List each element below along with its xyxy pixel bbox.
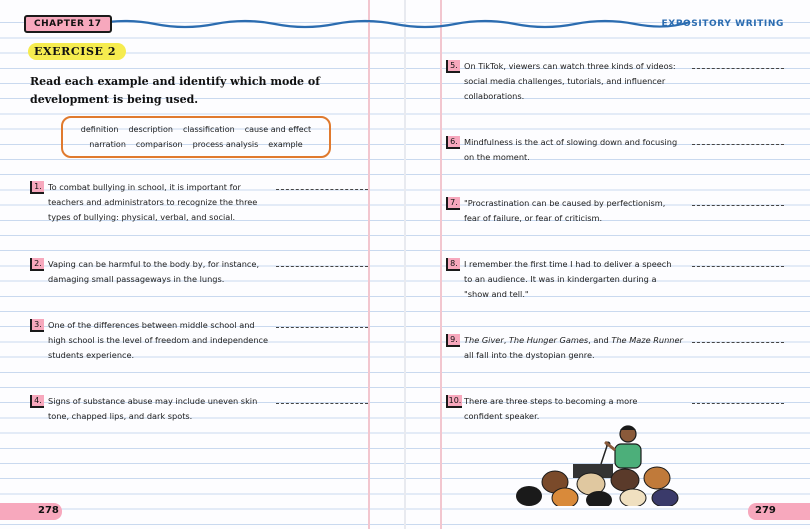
answer-blank[interactable]: [276, 189, 368, 190]
word-bank-term: process analysis: [192, 140, 259, 149]
word-bank-term: comparison: [135, 140, 183, 149]
question-line: I remember the first time I had to deliver a speech: [464, 259, 672, 269]
question-number: 7.: [446, 197, 460, 210]
book-title: The Hunger Games: [508, 335, 589, 345]
word-bank-term: description: [128, 125, 173, 134]
word-bank-term: definition: [80, 125, 119, 134]
question-number: 3.: [30, 319, 44, 332]
question-line: social media challenges, tutorials, and influencer: [464, 76, 666, 87]
question-number: 4.: [30, 395, 44, 408]
separator: ,: [503, 335, 509, 345]
question-number: 1.: [30, 181, 44, 194]
answer-blank[interactable]: [276, 403, 368, 404]
word-bank-row-1: [63, 122, 329, 137]
word-bank-term: narration: [89, 140, 126, 149]
question-text: [464, 333, 696, 363]
word-bank-term: example: [268, 140, 303, 149]
question-line: On TikTok, viewers can watch three kinds of videos:: [464, 61, 676, 71]
book-title: The Giver: [464, 335, 504, 345]
question-number: 6.: [446, 136, 460, 149]
question-line: Signs of substance abuse may include uneven skin: [48, 396, 258, 406]
question-line: "show and tell.": [464, 289, 529, 300]
question-line: high school is the level of freedom and independence: [48, 335, 269, 346]
exercise-label: EXERCISE 2: [28, 43, 126, 60]
book-title: The Maze Runner: [611, 335, 683, 345]
question-text: [48, 394, 280, 424]
question-line: tone, chapped lips, and dark spots.: [48, 411, 193, 422]
page-number-right: 279: [755, 505, 776, 516]
audience-head: [552, 488, 578, 506]
answer-blank[interactable]: [692, 68, 784, 69]
audience-head: [620, 489, 646, 506]
word-bank-row-2: [63, 137, 329, 152]
answer-blank[interactable]: [692, 205, 784, 206]
word-bank-term: cause and effect: [244, 125, 312, 134]
question-line: students experience.: [48, 350, 135, 361]
question-line: confident speaker.: [464, 411, 540, 422]
question-line: types of bullying: physical, verbal, and social.: [48, 212, 236, 223]
question-text: [464, 59, 696, 105]
section-title: EXPOSITORY WRITING: [661, 19, 784, 29]
answer-blank[interactable]: [692, 266, 784, 267]
answer-blank[interactable]: [692, 342, 784, 343]
answer-blank[interactable]: [276, 327, 368, 328]
question-line: all fall into the dystopian genre.: [464, 350, 595, 361]
question-text: [464, 135, 696, 165]
right-margin-line: [440, 0, 442, 529]
question-number: 2.: [30, 258, 44, 271]
question-line: Mindfulness is the act of slowing down and focusing: [464, 137, 678, 147]
audience-head: [516, 486, 542, 506]
speaker-audience-illustration: [515, 420, 685, 506]
chapter-label: CHAPTER 17: [24, 15, 112, 33]
answer-blank[interactable]: [276, 266, 368, 267]
question-line: "Procrastination can be caused by perfectionism,: [464, 198, 666, 208]
question-line: teachers and administrators to recognize the three: [48, 197, 258, 208]
audience-head: [652, 489, 678, 506]
question-number: 10.: [446, 395, 462, 408]
question-number: 9.: [446, 334, 460, 347]
page-number-left: 278: [38, 505, 59, 516]
question-number: 5.: [446, 60, 460, 73]
question-text: [464, 257, 696, 303]
audience-head: [644, 467, 670, 489]
question-text: [48, 318, 280, 364]
center-fold: [404, 0, 406, 529]
question-line: fear of failure, or fear of criticism.: [464, 213, 603, 224]
question-number: 8.: [446, 258, 460, 271]
question-text: [48, 257, 280, 287]
word-bank-term: classification: [182, 125, 235, 134]
question-line: collaborations.: [464, 91, 525, 102]
question-line: [464, 333, 696, 348]
audience-head: [611, 469, 639, 491]
question-line: One of the differences between middle school and: [48, 320, 255, 330]
separator: , and: [588, 335, 612, 345]
question-line: to an audience. It was in kindergarten during a: [464, 274, 657, 285]
answer-blank[interactable]: [692, 144, 784, 145]
question-line: To combat bullying in school, it is important for: [48, 182, 241, 192]
word-bank-box: [61, 116, 331, 158]
question-text: [48, 180, 280, 226]
left-margin-line: [368, 0, 370, 529]
question-line: on the moment.: [464, 152, 530, 163]
instruction-text: Read each example and identify which mode of development is being used.: [30, 75, 320, 106]
question-line: Vaping can be harmful to the body by, for instance,: [48, 259, 260, 269]
question-line: There are three steps to becoming a more: [464, 396, 638, 406]
speaker-body: [615, 444, 641, 468]
answer-blank[interactable]: [692, 403, 784, 404]
question-text: [464, 196, 696, 226]
question-line: damaging small passageways in the lungs.: [48, 274, 225, 285]
